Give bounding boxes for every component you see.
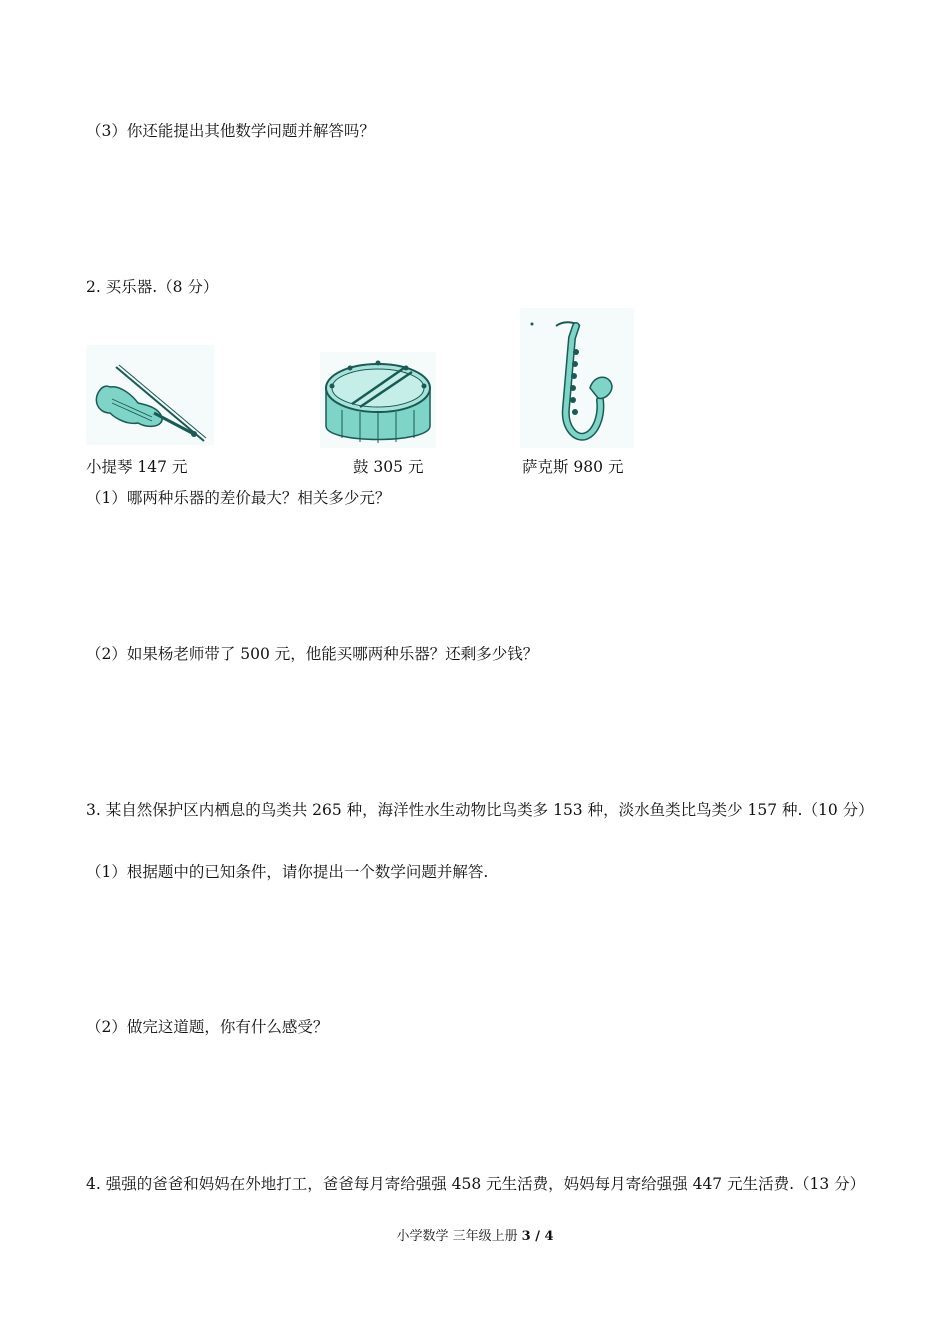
drum-caption: 鼓 305 元 bbox=[353, 458, 424, 476]
saxophone-icon bbox=[520, 308, 634, 448]
q2-subquestion-2: （2）如果杨老师带了 500 元，他能买哪两种乐器？还剩多少钱？ bbox=[86, 645, 539, 663]
q1-subquestion-3: （3）你还能提出其他数学问题并解答吗？ bbox=[86, 122, 375, 140]
q3-title: 3. 某自然保护区内栖息的鸟类共 265 种，海洋性水生动物比鸟类多 153 种，淡水鱼类比鸟类少 157 种.（10 分） bbox=[86, 801, 874, 819]
q3-subquestion-1: （1）根据题中的已知条件，请你提出一个数学问题并解答. bbox=[86, 863, 489, 881]
q4-title: 4. 强强的爸爸和妈妈在外地打工，爸爸每月寄给强强 458 元生活费，妈妈每月寄给强强 447 元生活费.（13 分） bbox=[86, 1175, 866, 1193]
q2-title: 2. 买乐器.（8 分） bbox=[86, 278, 219, 296]
violin-icon bbox=[86, 345, 214, 445]
page-footer bbox=[0, 1227, 950, 1247]
drum-icon bbox=[320, 352, 436, 448]
q3-subquestion-2: （2）做完这道题，你有什么感受？ bbox=[86, 1018, 329, 1036]
q2-subquestion-1: （1）哪两种乐器的差价最大？相关多少元？ bbox=[86, 489, 391, 507]
page-number: 3 / 4 bbox=[521, 1229, 554, 1244]
footer-subject: 小学数学 三年级上册 bbox=[396, 1229, 518, 1244]
saxophone-caption: 萨克斯 980 元 bbox=[522, 458, 624, 476]
violin-caption: 小提琴 147 元 bbox=[86, 458, 188, 476]
